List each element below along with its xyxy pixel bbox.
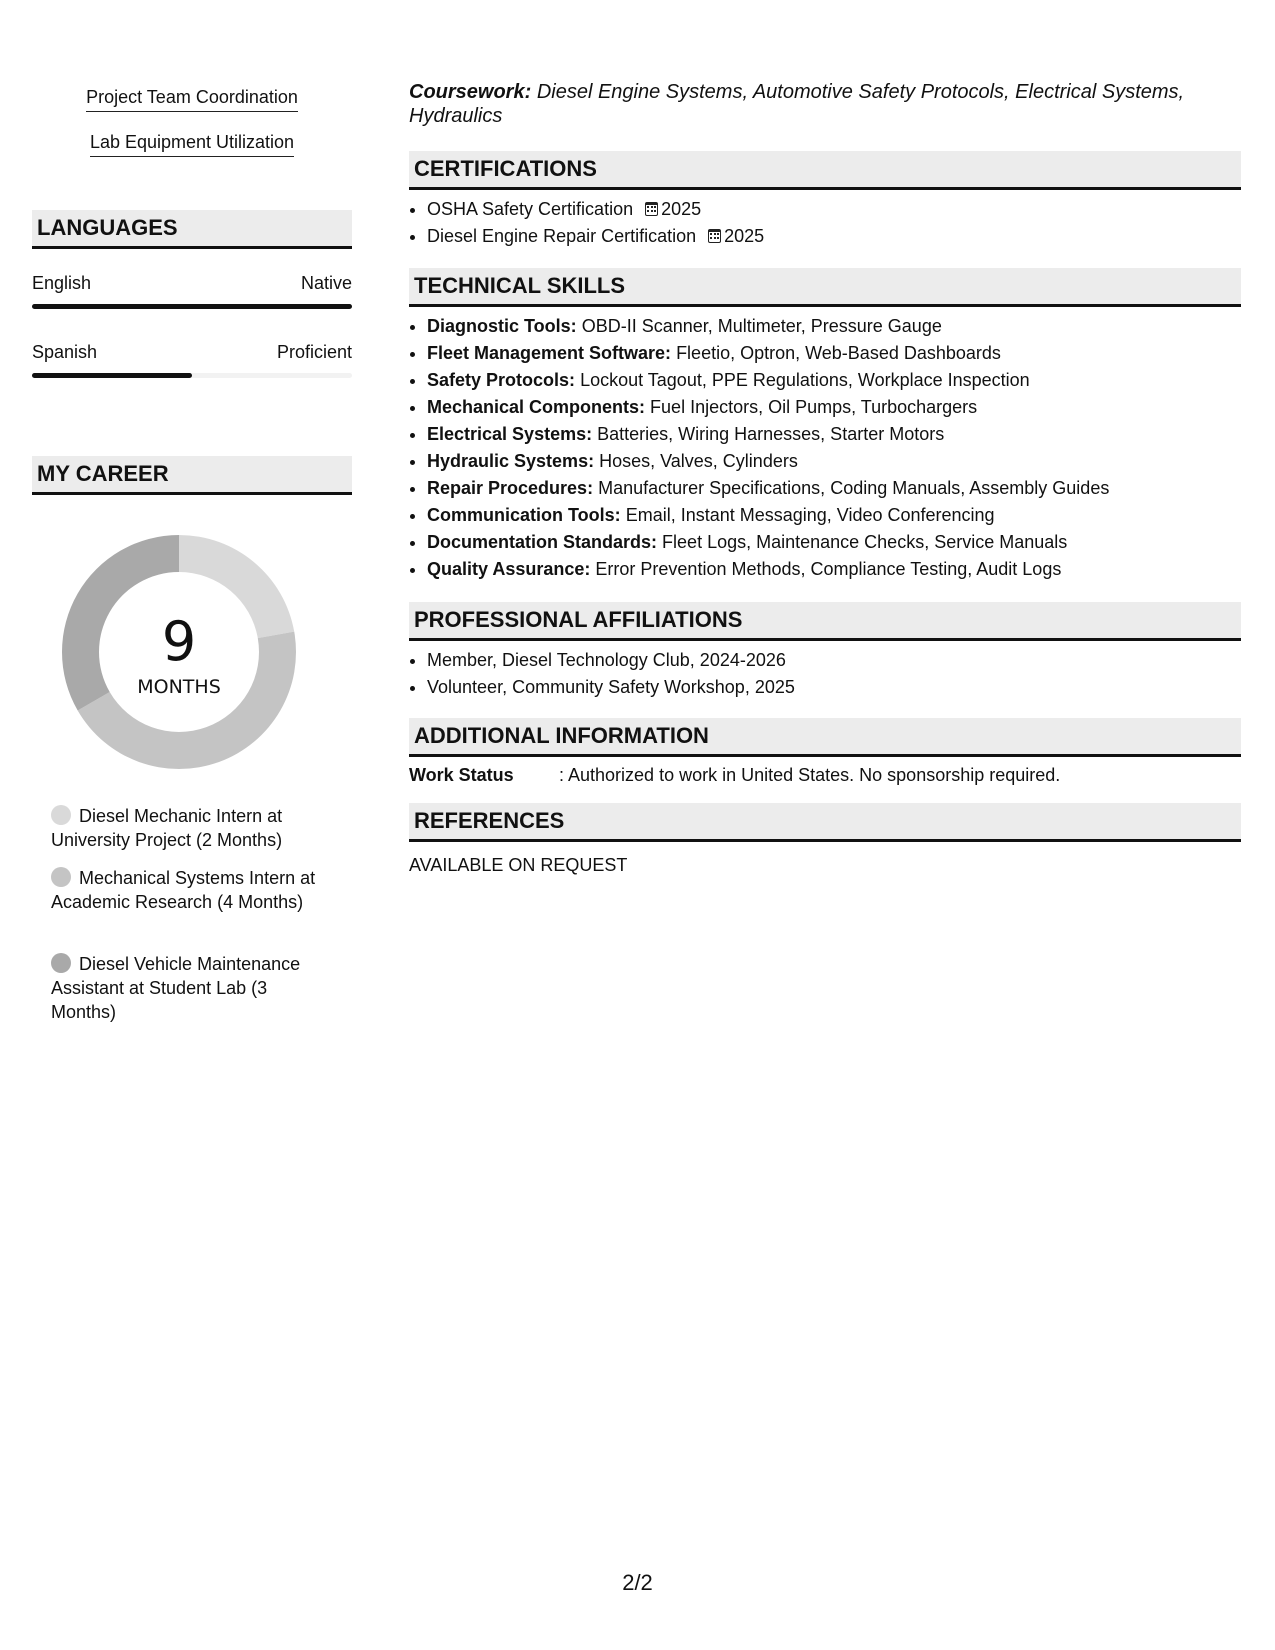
skill-row	[427, 421, 1247, 448]
references-text: AVAILABLE ON REQUEST	[409, 855, 628, 875]
skill-category: Hydraulic Systems:	[427, 451, 595, 471]
skill-row	[427, 367, 1247, 394]
language-bar-fill	[32, 304, 352, 309]
skill-row	[427, 394, 1247, 421]
language-level: Proficient	[276, 342, 352, 362]
language-bar-fill	[32, 373, 192, 378]
work-status-row	[409, 764, 1241, 786]
skill-category: Electrical Systems:	[427, 424, 593, 444]
calendar-icon	[708, 229, 721, 243]
language-bar-track	[32, 304, 352, 309]
career-total-value: 9	[161, 610, 197, 673]
references-heading: REFERENCES	[409, 803, 1241, 842]
additional-info-heading: ADDITIONAL INFORMATION	[409, 718, 1241, 757]
skill-category: Quality Assurance:	[427, 559, 591, 579]
skill-category: Mechanical Components:	[427, 397, 646, 417]
language-spanish	[32, 341, 352, 378]
page-number: 2/2	[622, 1570, 653, 1595]
skill-row	[427, 529, 1247, 556]
skill-category: Documentation Standards:	[427, 532, 658, 552]
skill-values: Manufacturer Specifications, Coding Manuals, Assembly Guides	[598, 478, 1110, 498]
work-status-value: : Authorized to work in United States. No sponsorship required.	[559, 765, 1061, 785]
career-heading: MY CAREER	[32, 456, 352, 495]
skill-values: Lockout Tagout, PPE Regulations, Workplace Inspection	[580, 370, 1030, 390]
technical-skills-list	[409, 313, 1247, 583]
certification-item	[427, 196, 1247, 223]
language-name: English	[32, 273, 92, 293]
skill-row	[427, 313, 1247, 340]
career-legend-item	[51, 952, 321, 1024]
legend-label: Mechanical Systems Intern at Academic Research (4 Months)	[51, 868, 316, 912]
skill-values: Email, Instant Messaging, Video Conferencing	[625, 505, 995, 525]
coursework-text: Diesel Engine Systems, Automotive Safety Protocols, Electrical Systems, Hydraulics	[409, 81, 1185, 127]
affiliations-heading: PROFESSIONAL AFFILIATIONS	[409, 602, 1241, 641]
legend-label: Diesel Vehicle Maintenance Assistant at Student Lab (3 Months)	[51, 954, 301, 1022]
language-level: Native	[300, 273, 352, 293]
skill-values: OBD-II Scanner, Multimeter, Pressure Gauge	[581, 316, 942, 336]
donut-slice	[179, 535, 294, 638]
skill-row	[427, 556, 1247, 583]
certification-item	[427, 223, 1247, 250]
certification-name: Diesel Engine Repair Certification	[427, 226, 697, 246]
certification-name: OSHA Safety Certification	[427, 199, 634, 219]
legend-dot-icon	[51, 867, 71, 887]
work-status-label: Work Status	[409, 765, 514, 785]
languages-heading: LANGUAGES	[32, 210, 352, 249]
affiliation-item: • Volunteer, Community Safety Workshop, 2025	[427, 674, 1247, 701]
skill-row	[427, 340, 1247, 367]
skill-row	[427, 502, 1247, 529]
certification-year: 2025	[724, 226, 765, 246]
coursework-label: Coursework:	[409, 81, 532, 103]
language-bar-track	[32, 373, 352, 378]
career-total-unit: MONTHS	[137, 676, 221, 698]
career-donut-chart	[59, 532, 299, 772]
skill-values: Fleetio, Optron, Web-Based Dashboards	[676, 343, 1001, 363]
skill-item	[32, 131, 352, 157]
legend-label: Diesel Mechanic Intern at University Project (2 Months)	[51, 806, 283, 850]
certification-year: 2025	[661, 199, 702, 219]
skill-category: Communication Tools:	[427, 505, 621, 525]
skill-item	[32, 86, 352, 112]
skill-values: Batteries, Wiring Harnesses, Starter Motors	[597, 424, 945, 444]
language-english	[32, 272, 352, 309]
legend-dot-icon	[51, 953, 71, 973]
technical-skills-heading: TECHNICAL SKILLS	[409, 268, 1241, 307]
language-name: Spanish	[32, 342, 98, 362]
career-legend-item	[51, 866, 321, 914]
skill-label: Lab Equipment Utilization	[90, 131, 294, 157]
skill-row	[427, 448, 1247, 475]
skill-category: Repair Procedures:	[427, 478, 594, 498]
skill-values: Fleet Logs, Maintenance Checks, Service Manuals	[662, 532, 1068, 552]
skill-category: Diagnostic Tools:	[427, 316, 577, 336]
affiliation-item: • Member, Diesel Technology Club, 2024-2026	[427, 647, 1247, 674]
skill-category: Safety Protocols:	[427, 370, 576, 390]
affiliations-list	[409, 647, 1247, 701]
legend-dot-icon	[51, 805, 71, 825]
skill-category: Fleet Management Software:	[427, 343, 672, 363]
certifications-heading: CERTIFICATIONS	[409, 151, 1241, 190]
skill-label: Project Team Coordination	[86, 86, 298, 112]
skill-values: Fuel Injectors, Oil Pumps, Turbochargers	[650, 397, 978, 417]
skill-values: Error Prevention Methods, Compliance Testing, Audit Logs	[595, 559, 1062, 579]
career-legend-item	[51, 804, 321, 852]
skill-row	[427, 475, 1247, 502]
certifications-list	[409, 196, 1247, 250]
calendar-icon	[645, 202, 658, 216]
coursework	[409, 80, 1209, 128]
skill-values: Hoses, Valves, Cylinders	[599, 451, 798, 471]
